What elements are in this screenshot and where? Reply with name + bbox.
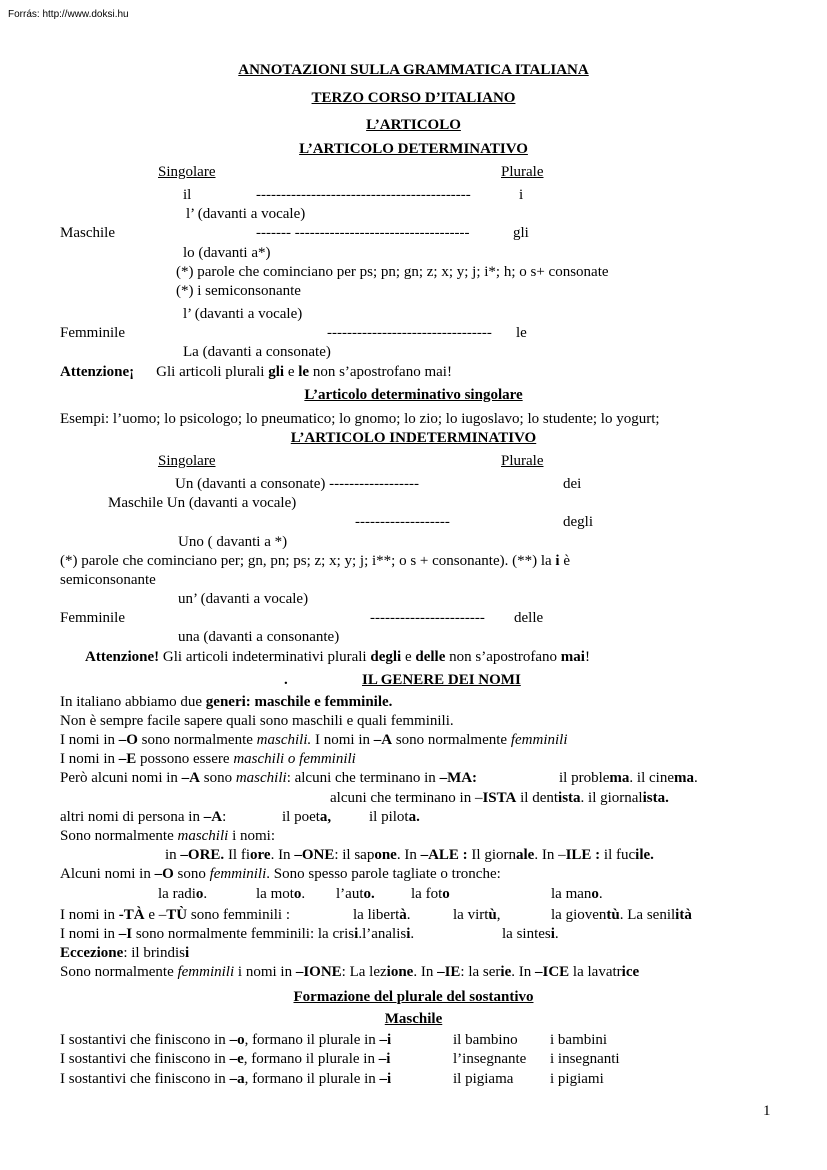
page-title: ANNOTAZIONI SULLA GRAMMATICA ITALIANA [238,62,589,78]
indet-att-end: ! [584,649,590,665]
genere-title: IL GENERE DEI NOMI [362,672,521,688]
indet-uno: Uno ( davanti a *) [178,534,288,550]
indet-note-2: semiconsonante [60,572,156,588]
indet-note-1-i: i [555,553,560,569]
plurale-row: I sostantivi che finiscono in –e, formano il plurale in –i [60,1051,391,1067]
determinativo-title: L’ARTICOLO DETERMINATIVO [299,141,528,157]
genere-line-13: I nomi in –I sono normalmente femminili: la crisi.l’analisi. [60,926,415,942]
det-plurale-header: Plurale [501,164,544,180]
genere-line-12: I nomi in -TÀ e –TÙ sono femminili : [60,907,291,923]
det-dash-3: --------------------------------- [327,325,492,341]
plurale-row-plural: i insegnanti [550,1051,620,1067]
indet-singolare-header: Singolare [158,453,216,469]
det-la: La (davanti a consonate) [183,344,331,360]
det-le: le [516,325,527,341]
indet-note-1-end: è [559,553,571,569]
det-singolare-header: Singolare [158,164,216,180]
plurale-row-singular: il bambino [453,1032,518,1048]
det-att-post: non s’apostrofano mai! [309,364,452,380]
genere-line-15: Sono normalmente femminili i nomi in –IONE: La lezione. In –IE: la serie. In –ICE la lavatrice [60,964,640,980]
det-attenzione [60,363,452,381]
det-att-gli: gli [268,364,285,380]
indet-att-e: e [401,649,416,665]
indet-attenzione [85,648,590,666]
indet-note-1-text: (*) parole che cominciano per; gn, pn; ps; z; x; y; j; i**; o s + consonante). (**) la [60,553,556,569]
course-title: TERZO CORSO D’ITALIANO [311,90,516,106]
det-att-le: le [298,364,310,380]
indet-una: una (davanti a consonante) [178,629,340,645]
plurale-row-plural: i pigiami [550,1071,604,1087]
det-dash-2: ------- ----------------------------------- [256,225,470,241]
genere-line-14: Eccezione: il brindisi [60,945,190,961]
genere-line-11-moto: la moto. [256,886,306,902]
indet-dei: dei [563,476,582,492]
plurale-row: I sostantivi che finiscono in –o, formano il plurale in –i [60,1032,392,1048]
indet-dash-2: ----------------------- [370,610,485,626]
genere-line-12-gioventu: la gioventù. La senilità [551,907,692,923]
genere-line-7-pilota: il pilota. [369,809,420,825]
indet-femminile-label: Femminile [60,610,125,626]
indet-att-pre: Gli articoli indeterminativi plurali [159,649,371,665]
genere-line-7-poeta: il poeta, [282,809,332,825]
det-gli: gli [513,225,529,241]
det-maschile-label: Maschile [60,225,115,241]
det-note-1: (*) parole che cominciano per ps; pn; gn; z; x; y; j; i*; h; o s+ consonate [176,264,609,280]
genere-line-5: Però alcuni nomi in –A sono maschili: alcuni che terminano in –MA: [60,770,478,786]
indet-plurale-header: Plurale [501,453,544,469]
genere-line-9: in –ORE. Il fiore. In –ONE: il sapone. In –ALE : Il giornale. In –ILE : il fucile. [165,847,654,863]
genere-line-11-foto: la foto [411,886,450,902]
det-note-2: (*) i semiconsonante [176,283,301,299]
source-url: Forrás: http://www.doksi.hu [8,9,129,20]
det-esempi: Esempi: l’uomo; lo psicologo; lo pneumatico; lo gnomo; lo zio; lo iugoslavo; lo studente; lo yogurt; [60,411,660,427]
indet-att-delle: delle [415,649,446,665]
plurale-title: Formazione del plurale del sostantivo [293,989,534,1005]
genere-line-6: alcuni che terminano in –ISTA il dentista. il giornalista. [330,790,669,806]
page-number: 1 [763,1103,771,1119]
genere-line-8: Sono normalmente maschili i nomi: [60,828,275,844]
det-i: i [519,187,524,203]
indet-note-1 [60,552,570,570]
genere-line-11-mano: la mano. [551,886,603,902]
genere-line-1: In italiano abbiamo due generi: maschile e femminile. [60,694,393,710]
genere-dot: . [284,672,288,688]
det-singolare-title: L’articolo determinativo singolare [304,387,523,403]
plurale-row-singular: il pigiama [453,1071,514,1087]
genere-line-12-virtu: la virtù, [453,907,501,923]
genere-line-11-auto: l’auto. [336,886,375,902]
genere-line-13-sintesi: la sintesi. [502,926,559,942]
genere-line-5-examples: il problema. il cinema. [559,770,698,786]
det-lo: lo (davanti a*) [183,245,271,261]
det-l-vocale: l’ (davanti a vocale) [186,206,306,222]
plurale-row: I sostantivi che finiscono in –a, formano il plurale in –i [60,1071,392,1087]
det-l-vocale-f: l’ (davanti a vocale) [183,306,303,322]
genere-line-10: Alcuni nomi in –O sono femminili. Sono spesso parole tagliate o tronche: [60,866,501,882]
det-att-e: e [284,364,299,380]
genere-line-12-liberta: la libertà. [353,907,411,923]
genere-line-3: I nomi in –O sono normalmente maschili. I nomi in –A sono normalmente femminili [60,732,568,748]
indet-att-mai: mai [560,649,585,665]
indet-att-degli: degli [370,649,402,665]
genere-line-11-radio: la radio. [158,886,208,902]
genere-line-2: Non è sempre facile sapere quali sono maschili e quali femminili. [60,713,454,729]
plurale-row-plural: i bambini [550,1032,608,1048]
indet-att-label: Attenzione! [85,649,160,665]
det-femminile-label: Femminile [60,325,125,341]
indet-att-post: non s’apostrofano [445,649,561,665]
indet-delle: delle [514,610,544,626]
genere-line-4: I nomi in –E possono essere maschili o femminili [60,751,356,767]
indet-maschile-un: Maschile Un (davanti a vocale) [108,495,297,511]
indet-dash-1: ------------------- [355,514,450,530]
det-attenzione-label: Attenzione¡ [60,364,135,380]
genere-line-7: altri nomi di persona in –A: [60,809,227,825]
indeterminativo-title: L’ARTICOLO INDETERMINATIVO [290,430,537,446]
plurale-row-singular: l’insegnante [453,1051,527,1067]
indet-un-vocale: un’ (davanti a vocale) [178,591,309,607]
indet-degli: degli [563,514,593,530]
det-dash-1: ------------------------------------------- [256,187,471,203]
indet-un-consonate: Un (davanti a consonate) ------------------ [175,476,420,492]
articolo-title: L’ARTICOLO [366,117,461,133]
maschile-title: Maschile [384,1011,443,1027]
det-il: il [183,187,192,203]
det-att-text: Gli articoli plurali [156,364,269,380]
